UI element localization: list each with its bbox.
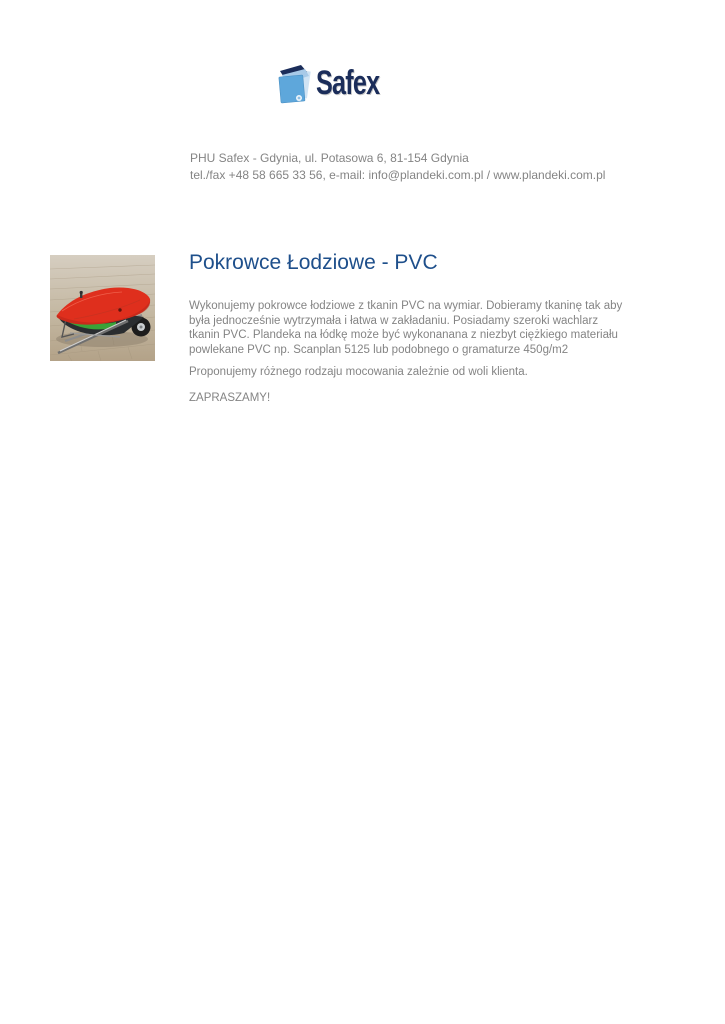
note-text: Proponujemy różnego rodzaju mocowania zależnie od woli klienta.: [189, 366, 528, 378]
boat-cover-photo-illustration: [50, 255, 155, 361]
product-photo[interactable]: [50, 255, 155, 361]
description-line: powlekane PVC np. Scanplan 5125 lub podobnego o gramaturze 450g/m2: [189, 343, 569, 356]
main-content: [189, 250, 623, 405]
product-description: [189, 299, 623, 357]
contact-phone-email-line: tel./fax +48 58 665 33 56, e-mail: info@plandeki.com.pl / www.plandeki.com.pl: [190, 167, 606, 182]
brand-name: Safex: [316, 64, 380, 102]
contact-info: [190, 150, 605, 183]
closing-text: ZAPRASZAMY!: [189, 391, 271, 404]
tarpaulin-stack-icon: [278, 64, 311, 106]
page-title: Pokrowce Łodziowe - PVC: [189, 251, 438, 274]
logo[interactable]: [278, 63, 402, 106]
contact-address-line: PHU Safex - Gdynia, ul. Potasowa 6, 81-154 Gdynia: [190, 151, 469, 165]
description-line: Wykonujemy pokrowce łodziowe z tkanin PVC na wymiar. Dobieramy tkaninę tak aby: [189, 300, 623, 312]
description-line: była jednocześnie wytrzymała i łatwa w zakładaniu. Posiadamy szeroki wachlarz: [189, 314, 599, 327]
description-line: tkanin PVC. Plandeka na łódkę może być wykonanana z niezbyt ciężkiego materiału: [189, 329, 618, 341]
